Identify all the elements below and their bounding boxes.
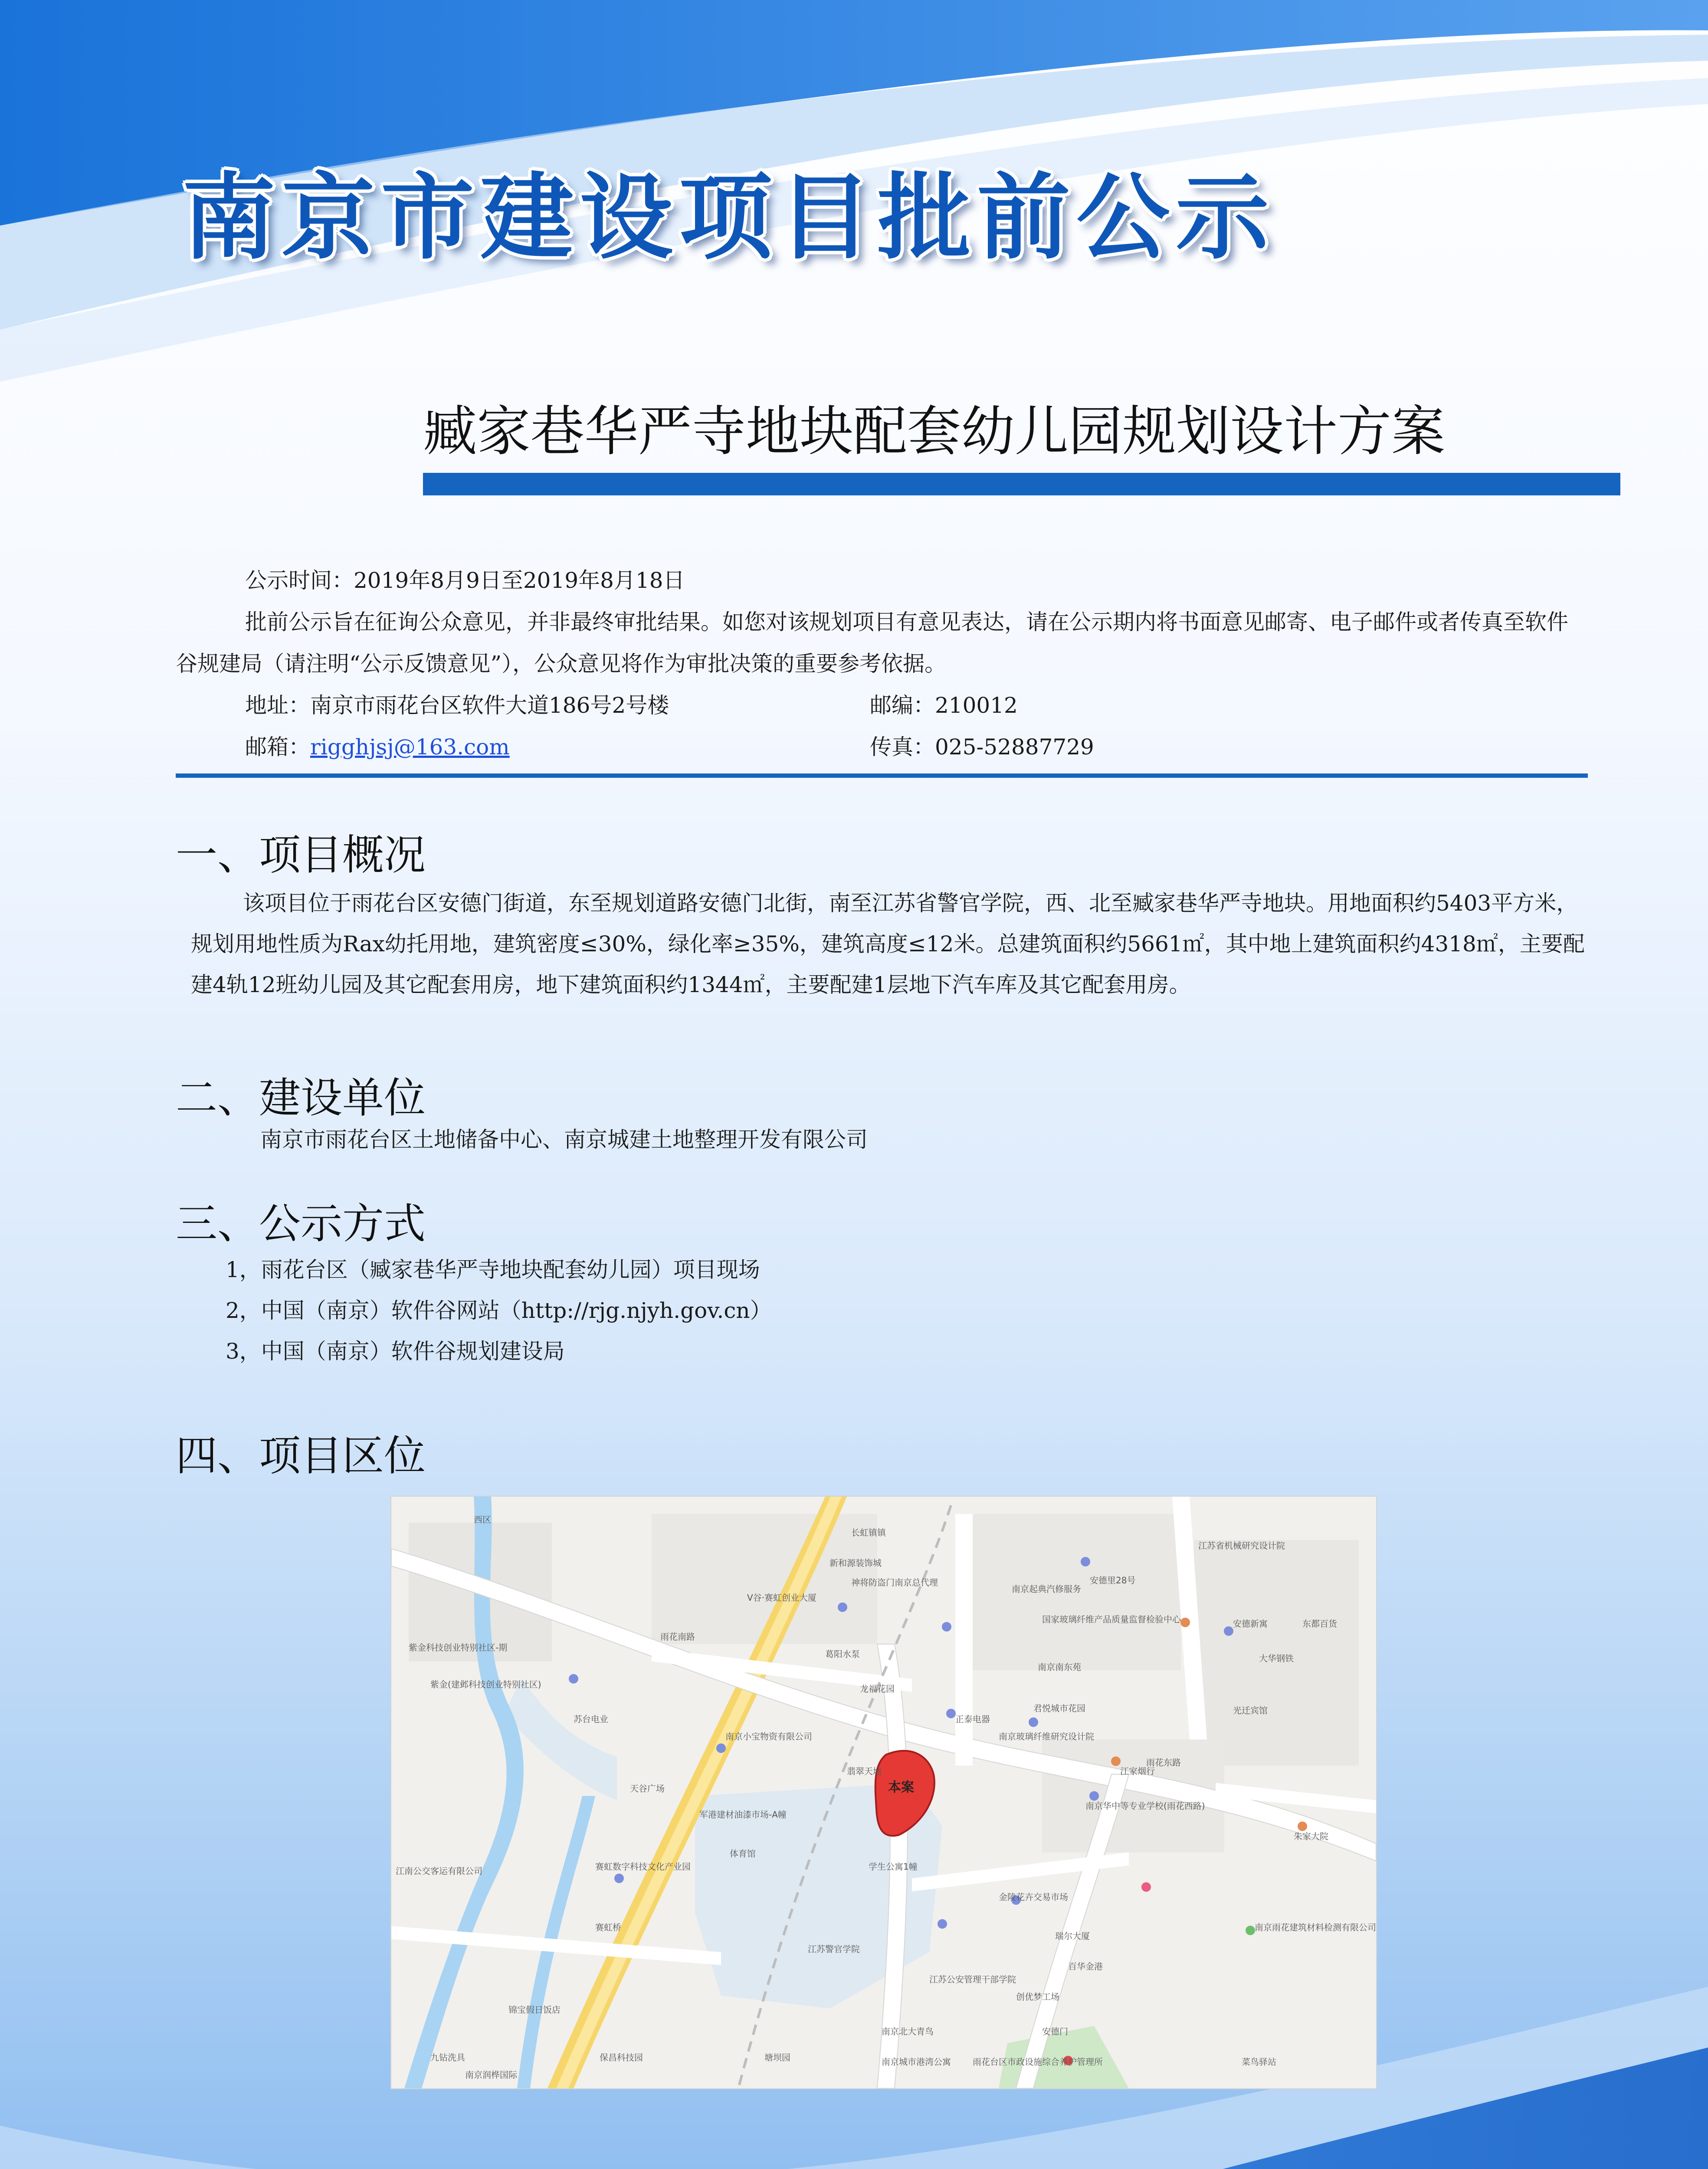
location-map[interactable] [390,1496,1377,2089]
map-label: 大华钢铁 [1259,1653,1294,1664]
map-label: 东都百货 [1302,1619,1337,1629]
email-block [245,726,870,768]
email-link[interactable]: rigghjsj@163.com [310,734,510,760]
map-label: 南京华中等专业学校(雨花西路) [1085,1801,1205,1811]
notice-block [176,560,1586,768]
map-label: 南京雨花建筑材料检测有限公司 [1255,1922,1376,1933]
map-label: 体育馆 [730,1848,756,1859]
map-label: 紫金科技创业特别社区-期 [409,1642,508,1653]
map-label: 雨花东路 [1146,1757,1181,1768]
map-label: 安德里28号 [1090,1575,1136,1586]
project-title: 臧家巷华严寺地块配套幼儿园规划设计方案 [423,400,1446,463]
map-label: V谷·赛虹创业大厦 [747,1592,817,1603]
section-builder-text: 南京市雨花台区土地储备中心、南京城建土地整理开发有限公司 [260,1127,868,1152]
map-label: 长虹镇镇 [851,1527,886,1538]
map-label: 创优梦工场 [1016,1992,1059,2002]
map-label: 南京南东苑 [1038,1662,1081,1672]
section-overview-text [191,883,1588,1005]
title-underline [423,473,1620,495]
method-item: 1，雨花台区（臧家巷华严寺地块配套幼儿园）项目现场 [226,1257,760,1282]
map-label: 江苏公安管理干部学院 [929,1974,1016,1985]
map-label: 江家烟行 [1120,1766,1155,1776]
site-label: 本案 [888,1780,914,1795]
overview-paragraph: 该项目位于雨花台区安德门街道，东至规划道路安德门北街，南至江苏省警官学院，西、北至臧家巷华严寺地块。用地面积约5403平方米，规划用地性质为Rax幼托用地，建筑密度≤30%，绿化率≥35%，建筑高度≤12米。总建筑面积约5661㎡，其中地上建筑面积约4318㎡，主要配建4轨12班幼儿园及其它配套用房，地下建筑面积约1344㎡，主要配建1层地下汽车库及其它配套用房。 [191,891,1585,997]
map-label: 学生公寓1幢 [869,1861,918,1872]
map-label: 神将防盗门南京总代理 [851,1577,938,1588]
section-builder-heading: 二、建设单位 [176,1074,426,1122]
notice-purpose: 批前公示旨在征询公众意见，并非最终审批结果。如您对该规划项目有意见表达，请在公示期内将书面意见邮寄、电子邮件或者传真至软件谷规建局（请注明“公示反馈意见”），公众意见将作为审批决策的重要参考依据。 [176,609,1568,676]
map-label: 瑞尔大厦 [1055,1931,1090,1941]
notice-address: 地址：南京市雨花台区软件大道186号2号楼 [245,693,669,718]
notice-time: 公示时间：2019年8月9日至2019年8月18日 [245,568,685,593]
map-label: 光迁宾馆 [1233,1705,1268,1716]
map-label: 南京小宝物资有限公司 [725,1731,812,1742]
map-label: 朱家大院 [1294,1831,1328,1841]
map-label: 正泰电器 [955,1714,990,1724]
map-label: 江苏警官学院 [808,1944,860,1954]
map-label: 天谷广场 [630,1783,665,1794]
map-label: 金陵花卉交易市场 [999,1892,1068,1902]
map-label: 锦宝假日饭店 [508,2005,561,2015]
map-label: 南京北大青鸟 [882,2026,934,2037]
map-label: 安德门 [1042,2026,1068,2037]
section-overview-heading: 一、项目概况 [176,831,426,879]
notice-divider [176,773,1588,778]
notice-fax: 传真：025-52887729 [870,734,1094,760]
map-label: 赛虹桥 [595,1922,621,1933]
map-label: 新和源装饰城 [829,1558,882,1568]
map-label: 西区 [474,1514,491,1525]
map-label: 南京城市港湾公寓 [882,2057,951,2067]
map-label: 南京玻璃纤维研究设计院 [999,1731,1094,1742]
map-label: 龙福花园 [860,1684,895,1694]
map-label: 百华金港 [1068,1961,1103,1972]
map-label: 君悦城市花园 [1033,1703,1085,1714]
map-label: 江南公交客运有限公司 [396,1866,482,1876]
map-label: 紫金(建邺科技创业特别社区) [430,1679,541,1690]
map-canvas [391,1497,1376,2088]
main-title: 南京市建设项目批前公示 [182,163,1275,272]
map-label: 塘坝园 [764,2052,790,2063]
email-label: 邮箱： [245,734,310,760]
map-label: 南京润桦国际 [465,2070,517,2080]
map-label: 雨花台区市政设施综合养护管理所 [973,2057,1103,2067]
map-label: 菜鸟驿站 [1242,2057,1276,2067]
map-label: 南京起典汽修服务 [1012,1584,1081,1594]
map-label: 翡翠天地 [847,1766,882,1776]
map-label: 葛阳水泵 [825,1649,860,1659]
section-methods-list [226,1249,1623,1372]
contact-row-2 [176,726,1586,768]
map-label: 军港建材油漆市场-A幢 [699,1809,787,1820]
section-methods-heading: 三、公示方式 [176,1199,426,1248]
map-label: 苏台电业 [574,1714,608,1724]
contact-row-1 [176,685,1586,726]
method-item: 3，中国（南京）软件谷规划建设局 [226,1339,565,1364]
map-label: 九钻洗具 [430,2052,465,2063]
map-label: 雨花南路 [660,1632,695,1642]
notice-postcode: 邮编：210012 [870,693,1018,718]
method-item: 2，中国（南京）软件谷网站（http://rjg.njyh.gov.cn） [226,1298,772,1323]
map-label: 安德新寓 [1233,1619,1268,1629]
map-label: 保昌科技园 [600,2052,643,2063]
section-location-heading: 四、项目区位 [176,1432,426,1480]
map-label: 赛虹数字科技文化产业园 [595,1861,691,1872]
map-label: 江苏省机械研究设计院 [1198,1540,1285,1551]
footer-org-cn [898,2158,1642,2169]
map-label: 国家玻璃纤维产品质量监督检验中心 [1042,1614,1181,1625]
